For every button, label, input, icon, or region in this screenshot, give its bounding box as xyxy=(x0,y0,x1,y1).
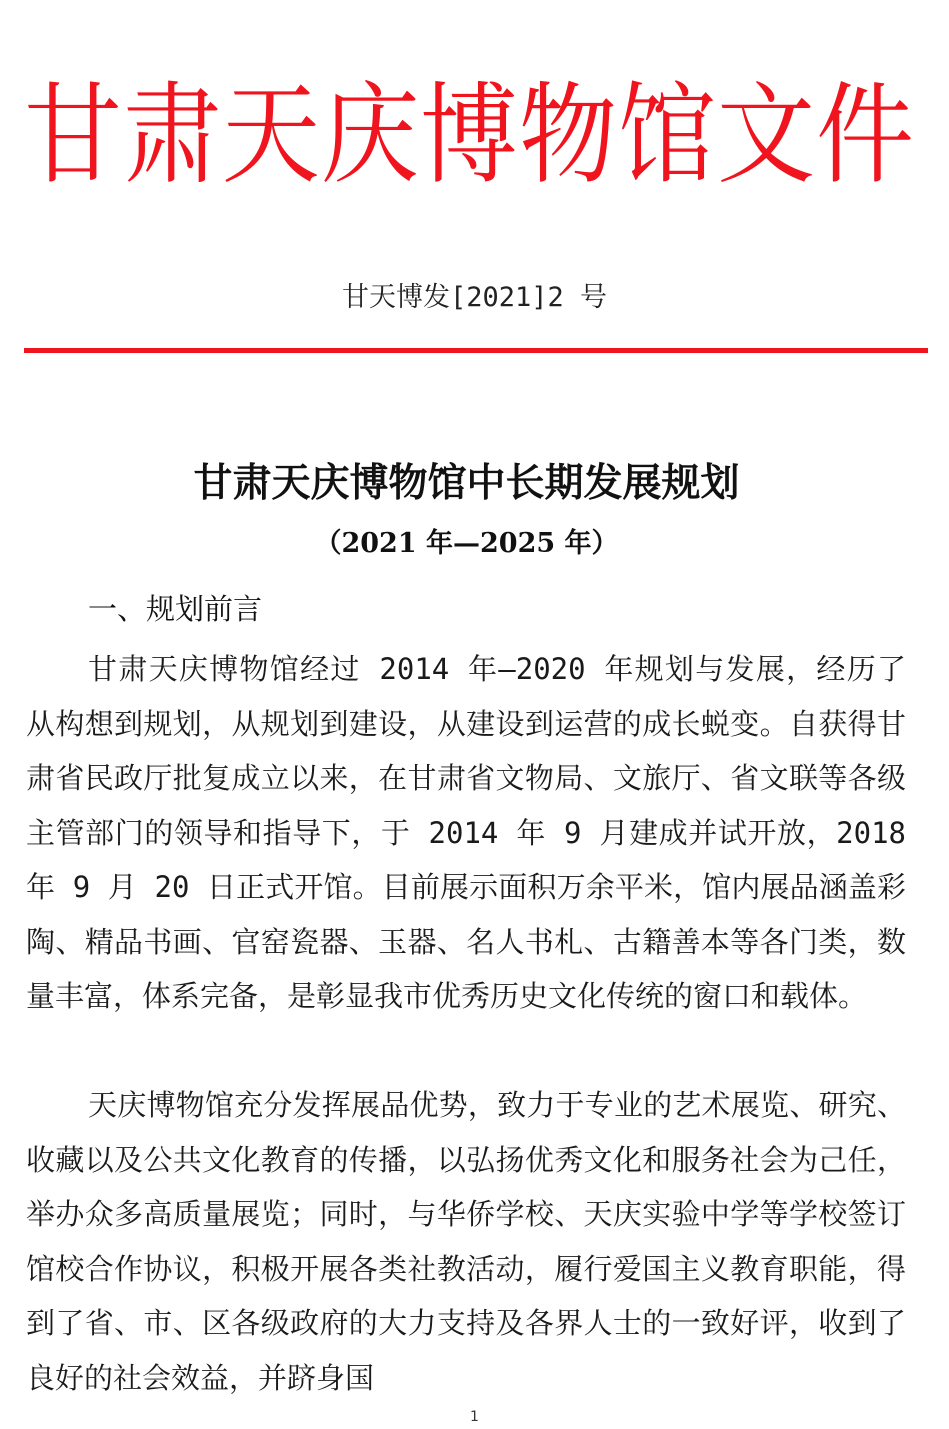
red-divider-rule xyxy=(24,348,928,353)
section-heading: 一、规划前言 xyxy=(88,592,263,626)
masthead-title: 甘肃天庆博物馆文件 xyxy=(24,72,916,200)
page-number: 1 xyxy=(470,1409,479,1425)
document-number: 甘天博发[2021]2 号 xyxy=(341,282,608,313)
document-title: 甘肃天庆博物馆中长期发展规划 xyxy=(193,461,740,506)
body-paragraph: 天庆博物馆充分发挥展品优势，致力于专业的艺术展览、研究、收藏以及公共文化教育的传播，以弘扬优秀文化和服务社会为己任，举办众多高质量展览；同时，与华侨学校、天庆实验中学等学校签订馆校合作协议，积极开展各类社教活动，履行爱国主义教育职能，得到了省、市、区各级政府的大力支持及各界人士的一致好评，收到了良好的社会效益，并跻身国 xyxy=(26,1088,906,1395)
body-paragraph: 甘肃天庆博物馆经过 2014 年—2020 年规划与发展，经历了从构想到规划，从规划到建设，从建设到运营的成长蜕变。自获得甘肃省民政厅批复成立以来，在甘肃省文物局、文旅厅、省文联等各级主管部门的领导和指导下，于 2014 年 9 月建成并试开放，2018 年 9 月 20 日正式开馆。目前展示面积万余平米，馆内展品涵盖彩陶、精品书画、官窑瓷器、玉器、名人书札、古籍善本等各门类，数量丰富，体系完备，是彰显我市优秀历史文化传统的窗口和载体。 xyxy=(26,652,906,1013)
document-subtitle: （2021 年—2025 年） xyxy=(314,528,619,559)
